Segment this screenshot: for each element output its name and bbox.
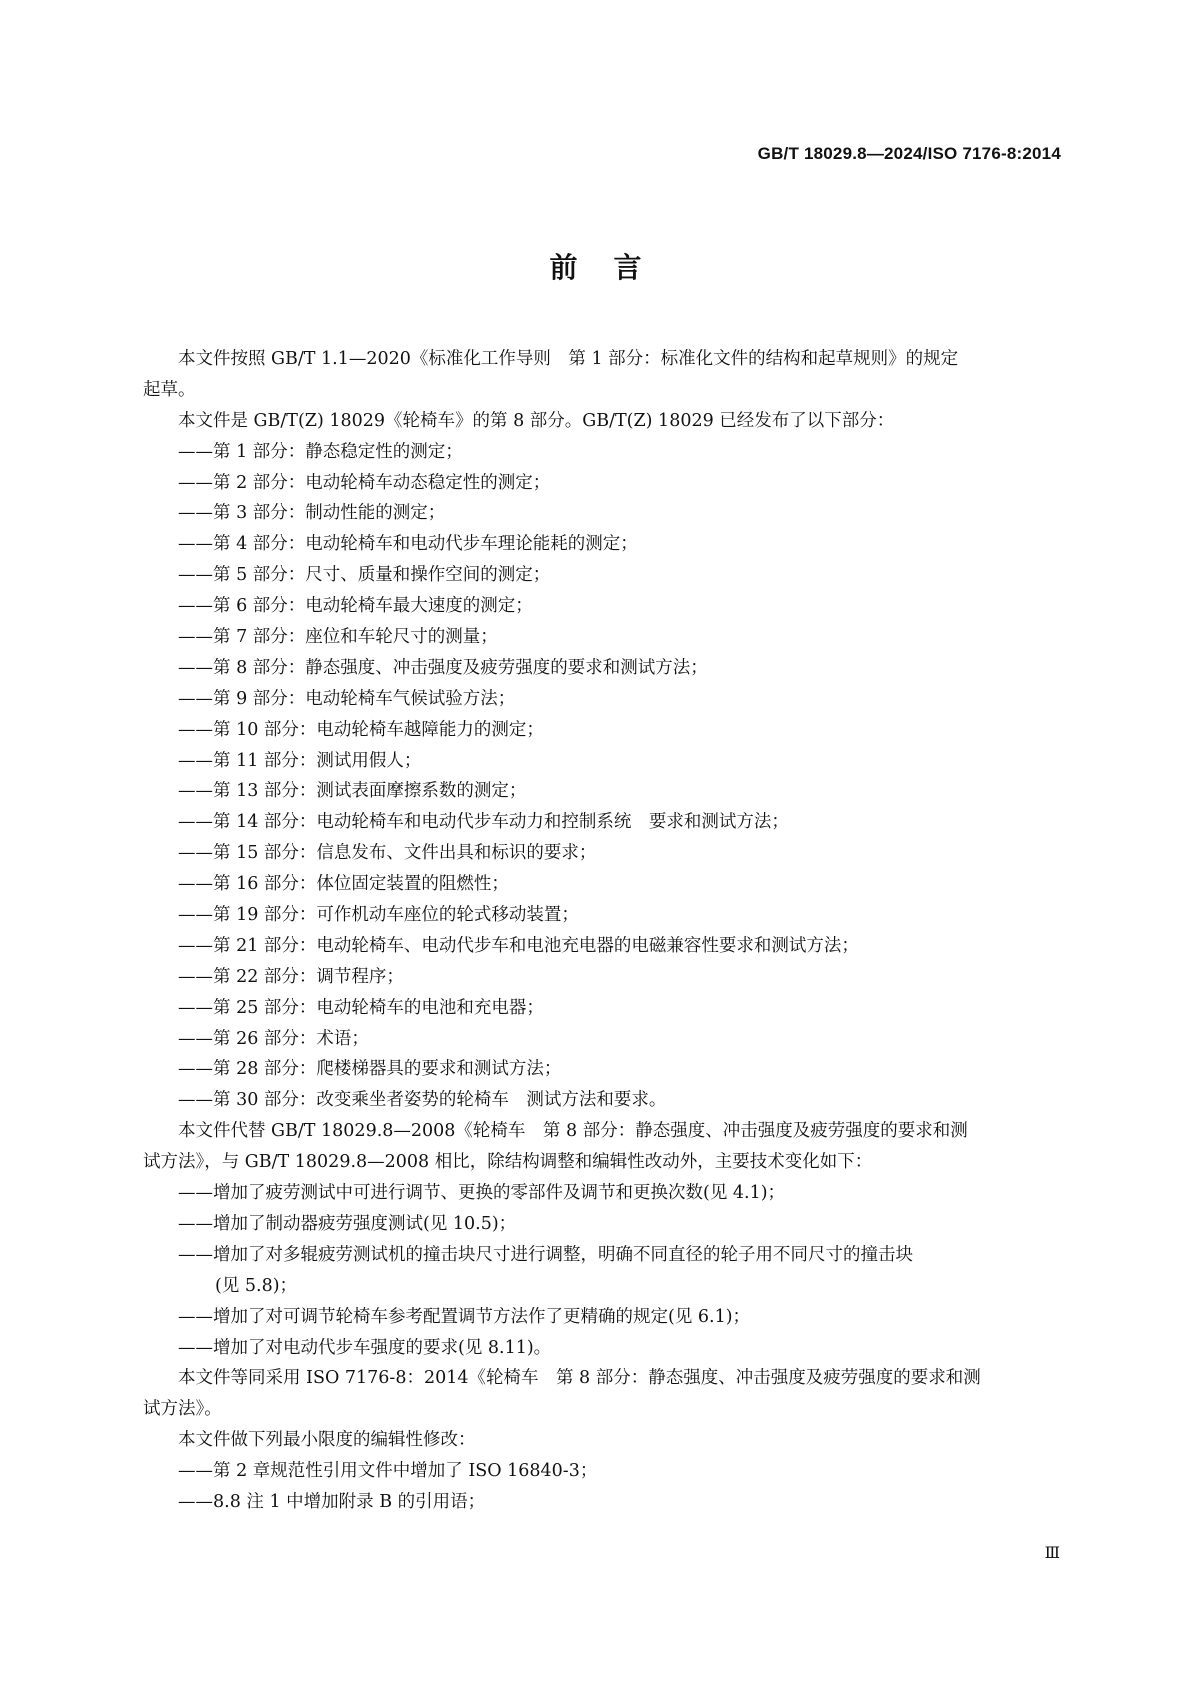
list-item: ——第 8 部分：静态强度、冲击强度及疲劳强度的要求和测试方法；	[178, 657, 708, 678]
list-item: ——第 3 部分：制动性能的测定；	[178, 503, 446, 524]
paragraph-line: 起草。	[143, 379, 196, 400]
paragraph-line: 本文件做下列最小限度的编辑性修改：	[178, 1430, 476, 1451]
list-item: ——第 1 部分：静态稳定性的测定；	[178, 441, 463, 462]
page-title: 前言	[549, 251, 678, 284]
list-item: ——第 28 部分：爬楼梯器具的要求和测试方法；	[178, 1059, 562, 1080]
list-item: ——第 2 部分：电动轮椅车动态稳定性的测定；	[178, 472, 551, 493]
list-item: ——增加了制动器疲劳强度测试(见 10.5)；	[178, 1213, 517, 1234]
list-item: ——增加了对可调节轮椅车参考配置调节方法作了更精确的规定(见 6.1)；	[178, 1306, 751, 1327]
page-number: Ⅲ	[1044, 1545, 1061, 1562]
list-item: ——第 5 部分：尺寸、质量和操作空间的测定；	[178, 565, 551, 586]
list-item: ——第 22 部分：调节程序；	[178, 966, 404, 987]
list-item: ——第 11 部分：测试用假人；	[178, 750, 422, 771]
paragraph-line: 试方法》，与 GB/T 18029.8—2008 相比，除结构调整和编辑性改动外，主要技术变化如下：	[143, 1152, 873, 1173]
paragraph-line: 本文件等同采用 ISO 7176-8：2014《轮椅车 第 8 部分：静态强度、冲击强度及疲劳强度的要求和测	[178, 1368, 981, 1389]
list-item: ——第 14 部分：电动轮椅车和电动代步车动力和控制系统 要求和测试方法；	[178, 812, 789, 833]
list-item: ——第 25 部分：电动轮椅车的电池和充电器；	[178, 997, 544, 1018]
list-item: ——增加了疲劳测试中可进行调节、更换的零部件及调节和更换次数(见 4.1)；	[178, 1183, 786, 1204]
document-code: GB/T 18029.8—2024/ISO 7176-8:2014	[757, 144, 1061, 163]
list-item: ——第 6 部分：电动轮椅车最大速度的测定；	[178, 596, 533, 617]
list-item: ——第 2 章规范性引用文件中增加了 ISO 16840-3；	[178, 1461, 598, 1482]
list-item: ——第 26 部分：术语；	[178, 1028, 369, 1049]
paragraph-line: 本文件按照 GB/T 1.1—2020《标准化工作导则 第 1 部分：标准化文件的结构和起草规则》的规定	[178, 349, 959, 369]
document-body	[143, 344, 1056, 1518]
paragraph-line: 本文件代替 GB/T 18029.8—2008《轮椅车 第 8 部分：静态强度、冲击强度及疲劳强度的要求和测	[178, 1121, 968, 1142]
paragraph-line: 试方法》。	[143, 1399, 222, 1420]
list-item: ——第 21 部分：电动轮椅车、电动代步车和电池充电器的电磁兼容性要求和测试方法；	[178, 935, 859, 956]
list-item: ——第 30 部分：改变乘坐者姿势的轮椅车 测试方法和要求。	[178, 1090, 667, 1111]
list-item: ——第 4 部分：电动轮椅车和电动代步车理论能耗的测定；	[178, 534, 638, 555]
paragraph-line: 本文件是 GB/T(Z) 18029《轮椅车》的第 8 部分。GB/T(Z) 18029 已经发布了以下部分：	[178, 410, 895, 431]
list-item: ——第 9 部分：电动轮椅车气候试验方法；	[178, 688, 516, 709]
list-item: ——增加了对多辊疲劳测试机的撞击块尺寸进行调整，明确不同直径的轮子用不同尺寸的撞击块	[178, 1244, 913, 1265]
list-item: ——第 7 部分：座位和车轮尺寸的测量；	[178, 627, 498, 648]
list-item: ——8.8 注 1 中增加附录 B 的引用语；	[178, 1491, 486, 1512]
list-item: ——第 10 部分：电动轮椅车越障能力的测定；	[178, 719, 544, 740]
list-item: ——第 15 部分：信息发布、文件出具和标识的要求；	[178, 843, 597, 864]
list-item: ——第 19 部分：可作机动车座位的轮式移动装置；	[178, 905, 579, 926]
list-item: ——第 13 部分：测试表面摩擦系数的测定；	[178, 781, 527, 802]
list-item: ——增加了对电动代步车强度的要求(见 8.11)。	[178, 1337, 552, 1358]
list-item: ——第 16 部分：体位固定装置的阻燃性；	[178, 874, 509, 895]
list-item-continuation: (见 5.8)；	[215, 1275, 298, 1296]
